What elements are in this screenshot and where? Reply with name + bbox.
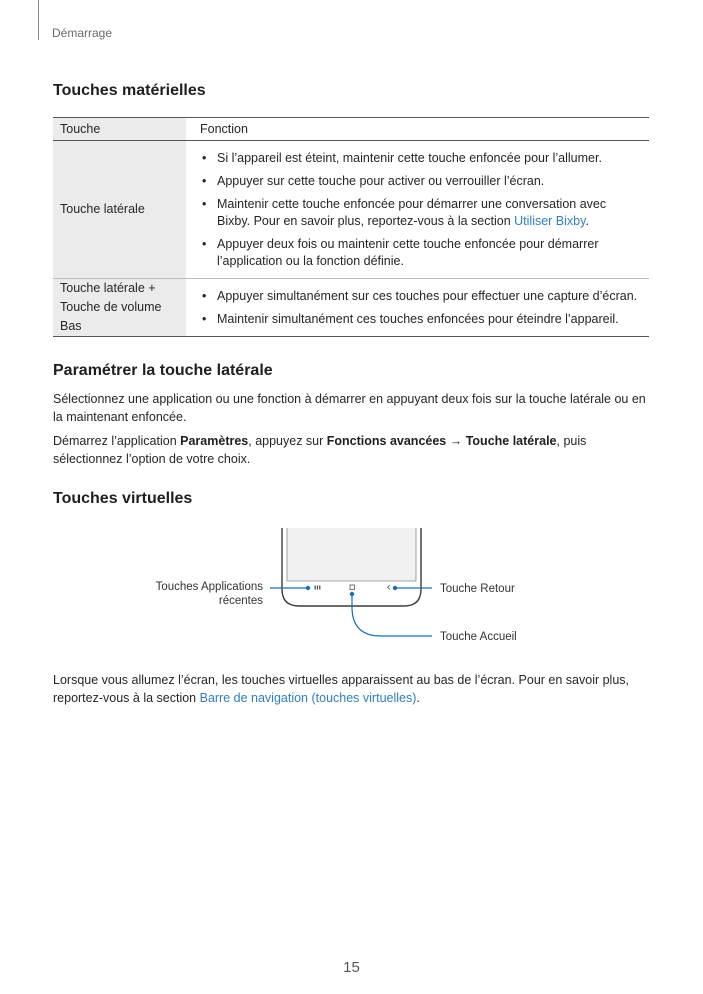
table-header-row xyxy=(53,118,649,141)
callout-line-home xyxy=(352,594,432,636)
section-title-side-key-setup: Paramétrer la touche latérale xyxy=(53,362,273,379)
phone-screen xyxy=(287,528,416,581)
label-home-key: Touche Accueil xyxy=(440,631,517,643)
function-cell xyxy=(186,141,649,279)
section-title-hardware-keys: Touches matérielles xyxy=(53,82,206,99)
column-header-function: Fonction xyxy=(186,118,649,141)
list-item-text: Maintenir cette touche enfoncée pour démarrer une conversation avec Bixby. Pour en savoir plus, reportez-vous à la section xyxy=(217,197,607,228)
recent-apps-icon xyxy=(315,586,321,590)
label-back-key: Touche Retour xyxy=(440,583,515,595)
link-navigation-bar[interactable]: Barre de navigation (touches virtuelles) xyxy=(199,691,417,705)
back-icon xyxy=(388,585,390,589)
soft-keys-illustration xyxy=(0,525,703,655)
section-title-soft-keys: Touches virtuelles xyxy=(53,490,193,507)
phone-bottom-diagram xyxy=(0,525,703,655)
list-item xyxy=(200,196,641,230)
callout-dot-home xyxy=(350,592,354,596)
table-row xyxy=(53,279,649,337)
function-cell xyxy=(186,279,649,337)
label-recent-apps xyxy=(156,580,263,608)
label-line: récentes xyxy=(218,595,263,607)
page-number: 15 xyxy=(343,959,360,976)
running-header: Démarrage xyxy=(52,26,113,40)
column-header-key: Touche xyxy=(53,118,186,141)
key-cell-side-volume-down: Touche latérale + Touche de volume Bas xyxy=(53,279,186,337)
table-row xyxy=(53,141,649,279)
arrow-glyph: → xyxy=(446,434,466,448)
paragraph-side-key-steps xyxy=(53,432,649,468)
keys-table xyxy=(53,117,649,337)
text-run: Démarrez l’application xyxy=(53,434,181,448)
header-rule xyxy=(38,0,39,40)
text-run: . xyxy=(416,691,420,705)
callout-dot-back xyxy=(393,586,397,590)
label-line: Touches Applications xyxy=(155,581,263,593)
menu-term-parametres: Paramètres xyxy=(180,434,249,448)
function-list xyxy=(200,150,641,270)
menu-term-fonctions-avancees: Fonctions avancées xyxy=(326,434,447,448)
menu-term-touche-laterale: Touche latérale xyxy=(465,434,557,448)
callout-dot-recent xyxy=(306,586,310,590)
text-run: Lorsque vous allumez l’écran, les touches virtuelles apparaissent au bas de l’écran. Pour en savoir plus, reportez-vous à la section xyxy=(53,673,630,705)
function-list xyxy=(200,288,641,328)
paragraph-soft-keys xyxy=(53,671,649,707)
text-run: , appuyez sur xyxy=(248,434,327,448)
list-item: • Appuyer simultanément sur ces touches pour effectuer une capture d’écran. xyxy=(200,288,641,305)
home-icon xyxy=(350,585,355,590)
paragraph-side-key-intro: Sélectionnez une application ou une fonction à démarrer en appuyant deux fois sur la touche latérale ou en la maintenant enfoncée. xyxy=(53,392,646,424)
list-item: • Maintenir simultanément ces touches enfoncées pour éteindre l’appareil. xyxy=(200,311,641,328)
key-cell-side-key: Touche latérale xyxy=(53,141,186,279)
text-run: , puis sélectionnez l’option de votre choix. xyxy=(53,434,587,466)
list-item: • Appuyer deux fois ou maintenir cette touche enfoncée pour démarrer l’application ou la fonction définie. xyxy=(200,236,641,270)
list-item-punct: . xyxy=(585,214,589,228)
list-item: • Si l’appareil est éteint, maintenir cette touche enfoncée pour l’allumer. xyxy=(200,150,641,167)
link-utiliser-bixby[interactable]: Utiliser Bixby xyxy=(514,214,586,228)
list-item: • Appuyer sur cette touche pour activer ou verrouiller l’écran. xyxy=(200,173,641,190)
